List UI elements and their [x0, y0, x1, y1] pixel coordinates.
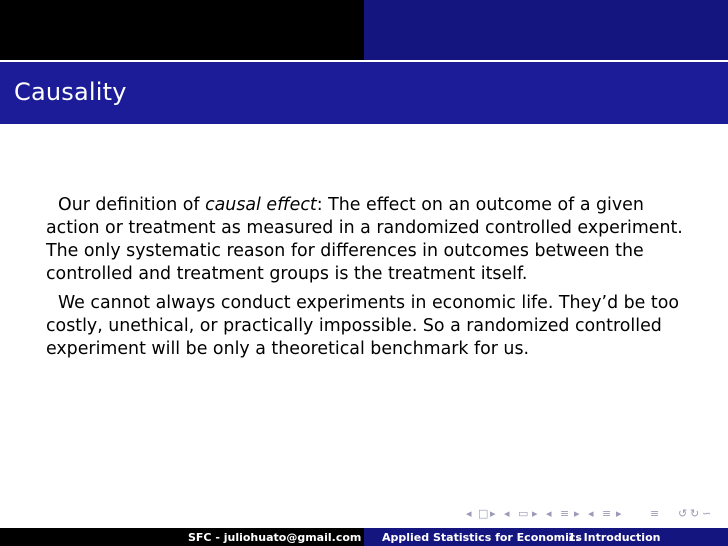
footer-section-name: 1. Introduction [568, 531, 661, 544]
nav-back-icon[interactable]: ↺ [678, 507, 688, 520]
footer-bar [0, 528, 728, 546]
nav-prev-document-icon[interactable]: ◂ [588, 507, 594, 520]
header-bar [0, 0, 728, 60]
footer-left-panel [0, 528, 364, 546]
nav-next-section-icon[interactable]: ▸ [574, 507, 580, 520]
nav-prev-section-icon[interactable]: ◂ [546, 507, 552, 520]
nav-frame-icon[interactable]: □ [478, 507, 489, 520]
nav-next-subsection-icon[interactable]: ▸ [532, 507, 538, 520]
paragraph-1-rest: : The effect on an outcome of a given action or treatment as measured in a randomized controlled experiment. The only systematic reason for differences in outcomes between the controlled and treatment groups is the treatment itself. [46, 195, 683, 284]
nav-prev-subsection-icon[interactable]: ◂ [504, 507, 510, 520]
nav-forward-icon[interactable]: ↻ [690, 507, 700, 520]
paragraph-experiments: We cannot always conduct experiments in economic life. They’d be too costly, unethical, or practically impossible. So a randomized controlled experiment will be only a theoretical benchmark for us. [46, 293, 680, 359]
term-causal-effect: causal effect [205, 195, 317, 215]
nav-search-icon[interactable]: ∽ [702, 507, 712, 520]
footer-author: SFC - juliohuato@gmail.com [188, 531, 362, 544]
nav-next-document-icon[interactable]: ▸ [616, 507, 622, 520]
nav-next-frame-icon[interactable]: ▸ [490, 507, 496, 520]
slide-title: Causality [14, 78, 127, 106]
nav-document-icon[interactable]: ≡ [602, 507, 612, 520]
beamer-navigation-symbols [466, 507, 716, 521]
paragraph-1-lead: Our definition of [58, 195, 206, 215]
nav-section-icon[interactable]: ≡ [560, 507, 570, 520]
frame-title-bar [0, 62, 728, 124]
paragraph-causal-effect [46, 194, 686, 286]
nav-menu-icon[interactable]: ≡ [650, 507, 660, 520]
header-left-panel [0, 0, 364, 60]
footer-right-panel [364, 528, 728, 546]
slide-body [46, 194, 686, 361]
header-right-panel [364, 0, 728, 60]
nav-prev-frame-icon[interactable]: ◂ [466, 507, 472, 520]
footer-presentation-title: Applied Statistics for Economics [382, 531, 582, 544]
nav-subsection-icon[interactable]: ▭ [518, 507, 529, 520]
